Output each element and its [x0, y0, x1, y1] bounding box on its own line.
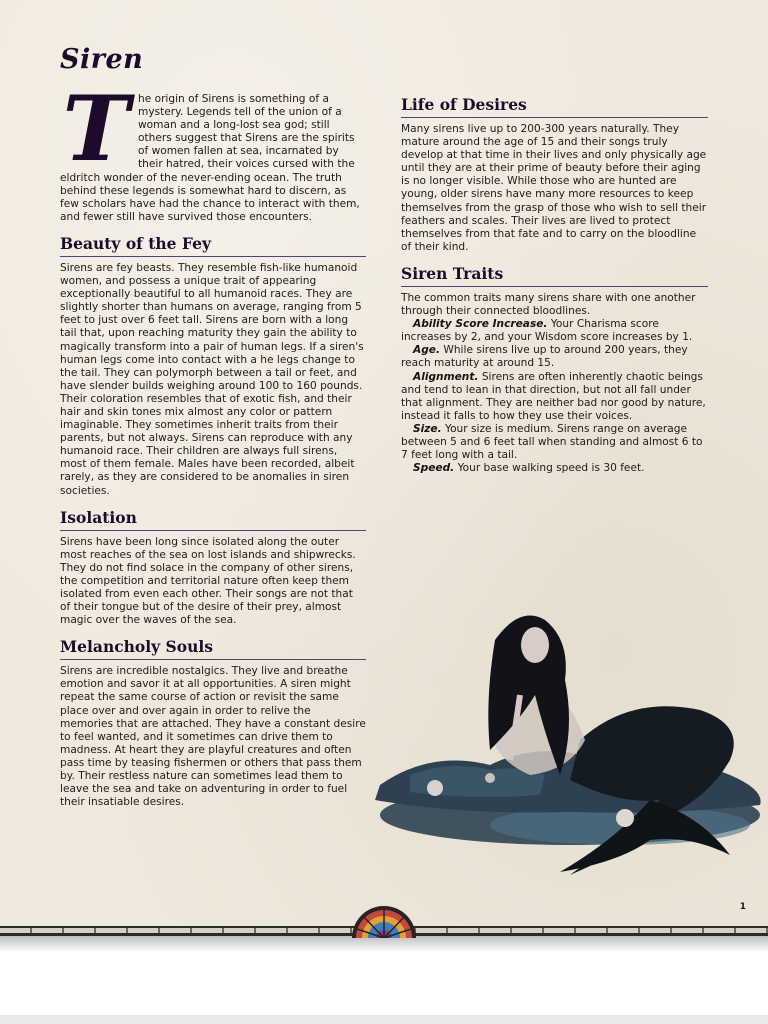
heading-melancholy-souls: Melancholy Souls: [60, 637, 366, 660]
trait-text: Your Charisma score increases by 2, and your Wisdom score increases by 1.: [401, 318, 693, 344]
rose-window-ornament: [350, 902, 418, 938]
heading-beauty-of-the-fey: Beauty of the Fey: [60, 234, 366, 257]
page-title: Siren: [60, 44, 144, 75]
trait-alignment: [401, 371, 708, 423]
trait-ability-score: [401, 318, 708, 344]
intro-text: he origin of Sirens is something of a mystery. Legends tell of the union of a woman and a long-lost sea god; still others suggest that Sirens are the spirits of women fallen at sea, incarnated by their hatred, their voices cursed with the eldritch wonder of the never-ending ocean. The truth behind these legends is somewhat hard to discern, as few scholars have had the chance to interact with them, and fewer still have survived those encounters.: [60, 93, 360, 223]
trait-text: While sirens live up to around 200 years, they reach maturity at around 15.: [401, 344, 688, 370]
trait-age: [401, 344, 708, 370]
traits-intro: The common traits many sirens share with one another through their connected bloodlines.: [401, 291, 696, 318]
trait-speed: [401, 462, 708, 475]
paragraph-desires: Many sirens live up to 200-300 years naturally. They mature around the age of 15 and their songs truly develop at that time in their lives and only physically age until they are at their prime of beauty before their aging is no longer visible. While those who are hunted are young, older sirens have many more resources to keep themselves from the grasp of those who wish to sell their feathers and scales. Their lives are lived to protect themselves from that fate and to carry on the bloodline of their kind.: [401, 123, 707, 253]
page-number: 1: [739, 902, 746, 912]
paragraph-isolation: Sirens have been long since isolated along the outer most reaches of the sea on lost islands and shipwrecks. They do not find solace in the company of other sirens, the competition and territorial nature often keep them isolated from even each other. Their songs are not that of their tongue but of the desire of their prey, almost magic over the waves of the sea.: [60, 535, 356, 627]
trait-text: Sirens are often inherently chaotic beings and tend to lean in that direction, but not all fall under that alignment. They are neither bad nor good by nature, instead it falls to how they use their voices.: [401, 370, 706, 422]
mermaid-illustration: [370, 600, 768, 900]
heading-isolation: Isolation: [60, 508, 366, 531]
trait-name: Alignment.: [413, 370, 479, 383]
paragraph-melancholy: Sirens are incredible nostalgics. They live and breathe emotion and savor it at all opportunities. A siren might repeat the same course of action or revisit the same place over and over again in order to relive the memories that are attached. They have a constant desire to feel wanted, and it sometimes can drive them to madness. At heart they are playful creatures and often pass time by teasing fishermen or others that pass them by. Their restless nature can sometimes lead them to leave the sea and take on adventuring in order to fuel their insatiable desires.: [60, 665, 366, 809]
trait-name: Speed.: [413, 462, 455, 475]
trait-text: Your size is medium. Sirens range on average between 5 and 6 feet tall when standing and almost 6 to 7 feet long with a tail.: [401, 422, 703, 462]
heading-life-of-desires: Life of Desires: [401, 95, 708, 118]
trait-name: Age.: [413, 344, 440, 357]
drop-cap: T: [62, 76, 130, 182]
intro-paragraph: [60, 76, 366, 224]
heading-siren-traits: Siren Traits: [401, 264, 708, 287]
paragraph-beauty: Sirens are fey beasts. They resemble fish-like humanoid women, and possess a unique trait of appearing exceptionally beautiful to all humanoid races. They are slightly shorter than humans on average, ranging from 5 feet to just over 6 feet tall. Sirens are born with a long tail that, upon reaching maturity they gain the ability to magically transform into a pair of human legs. If a siren's human legs come into contact with a he legs change to the tail. They can polymorph between a tail or feet, and have slender builds weighing around 100 to 160 pounds. Their coloration resembles that of exotic fish, and their hair and skin tones mix almost any color or pattern imaginable. They sometimes inherit traits from their parents, but not always. Sirens can reproduce with any humanoid race. Their children are always full sirens, most of them female. Males have been recorded, albeit rarely, as they are considered to be anomalies in siren societies.: [60, 261, 364, 497]
left-column: [60, 76, 366, 819]
trait-text: Your base walking speed is 30 feet.: [454, 462, 645, 475]
footer-shadow: [0, 936, 768, 952]
trait-size: [401, 423, 708, 462]
viewer-bottom-strip: [0, 1015, 768, 1024]
trait-name: Ability Score Increase.: [413, 318, 548, 331]
trait-name: Size.: [413, 422, 442, 435]
right-column: [401, 93, 708, 475]
